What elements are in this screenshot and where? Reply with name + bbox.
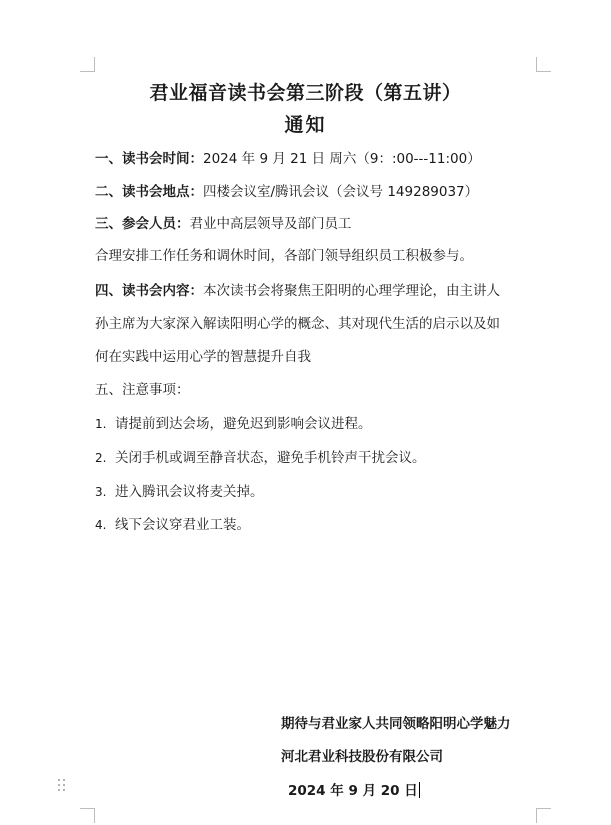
signature-date-line[interactable] — [288, 779, 420, 799]
text-cursor — [419, 782, 421, 798]
note-item-4 — [95, 513, 250, 533]
signature-company: 河北君业科技股份有限公司 — [281, 749, 443, 765]
people-note: 合理安排工作任务和调休时间，各部门领导组织员工积极参与。 — [95, 248, 473, 264]
note-text: 线下会议穿君业工装。 — [115, 517, 251, 533]
time-line — [95, 147, 481, 167]
time-value: 2024 年 9 月 21 日 周六（9：:00---11:00） — [203, 151, 481, 167]
people-line — [95, 212, 352, 232]
crop-mark-bottom-left — [80, 808, 95, 823]
content-line-1 — [95, 279, 500, 299]
note-number: 4. — [95, 518, 107, 532]
people-label: 三、参会人员： — [95, 216, 190, 232]
signature-slogan: 期待与君业家人共同领略阳明心学魅力 — [281, 716, 511, 732]
place-label: 二、读书会地点： — [95, 184, 203, 200]
place-line — [95, 180, 478, 200]
note-item-3 — [95, 480, 264, 500]
note-number: 1. — [95, 417, 107, 431]
signature-date: 2024 年 9 月 20 日 — [288, 783, 418, 799]
content-text-1: 本次读书会将聚焦王阳明的心理学理论，由主讲人 — [203, 283, 500, 299]
time-label: 一、读书会时间： — [95, 151, 203, 167]
document-subtitle: 通知 — [284, 114, 327, 136]
content-label: 四、读书会内容： — [95, 283, 203, 299]
content-line-3: 何在实践中运用心学的智慧提升自我 — [95, 349, 311, 365]
note-text: 请提前到达会场，避免迟到影响会议进程。 — [115, 416, 372, 432]
note-number: 3. — [95, 485, 107, 499]
note-item-2 — [95, 446, 426, 466]
place-value: 四楼会议室/腾讯会议（会议号 149289037） — [203, 184, 479, 200]
crop-mark-bottom-right — [536, 808, 551, 823]
document-title: 君业福音读书会第三阶段（第五讲） — [149, 82, 462, 104]
note-text: 关闭手机或调至静音状态，避免手机铃声干扰会议。 — [115, 450, 426, 466]
crop-mark-top-left — [80, 57, 95, 72]
content-line-2: 孙主席为大家深入解读阳明心学的概念、其对现代生活的启示以及如 — [95, 316, 500, 332]
crop-mark-top-right — [536, 57, 551, 72]
notes-title: 五、注意事项： — [95, 382, 190, 398]
people-value: 君业中高层领导及部门员工 — [189, 216, 352, 232]
drag-handle-icon[interactable] — [58, 779, 66, 795]
note-text: 进入腾讯会议将麦关掉。 — [115, 484, 264, 500]
note-item-1 — [95, 412, 372, 432]
note-number: 2. — [95, 451, 107, 465]
